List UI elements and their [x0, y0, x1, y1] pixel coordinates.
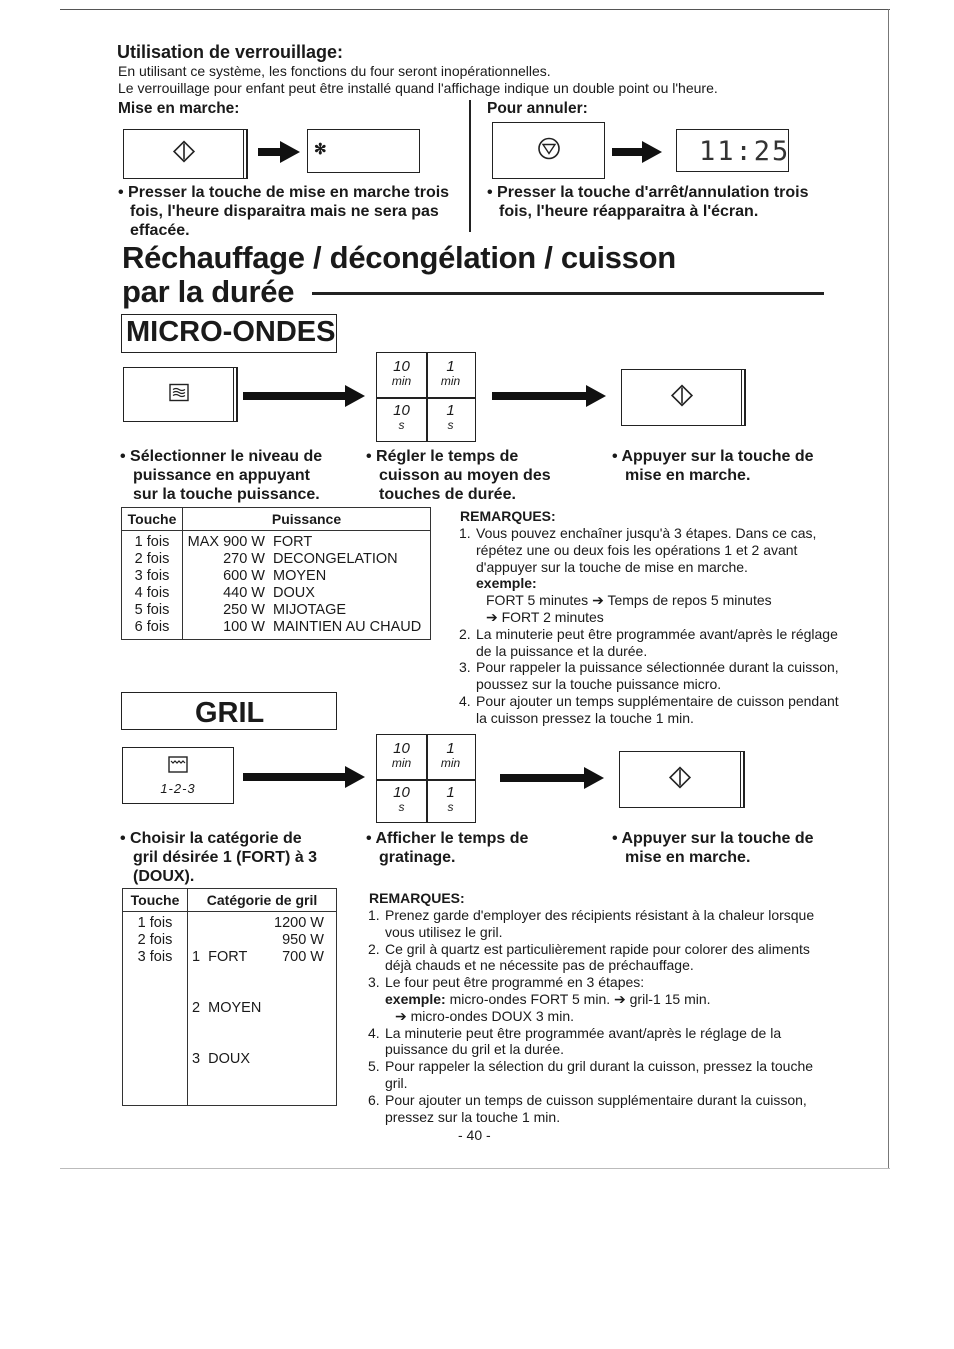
- start-instructions: • Presser la touche de mise en marche trois fois, l'heure disparaitra mais ne sera pas effacée.: [118, 184, 450, 239]
- gril-remarks-title: REMARQUES:: [369, 890, 465, 906]
- gril-remarks-list: [368, 907, 830, 1125]
- arrow-micro-2: [492, 392, 588, 400]
- gril-section-label: GRIL: [121, 692, 337, 730]
- gril-start-button[interactable]: [619, 751, 741, 808]
- power-table-values: MAX 900 W 270 W 600 W 440 W 250 W 100 W FORT DECONGELATION MOYEN DOUX MIJOTAGE MAINTIEN AU CHAUD: [183, 531, 431, 640]
- lock-divider: [469, 100, 471, 232]
- main-title-line-2: par la durée: [122, 274, 295, 309]
- gril-remark-4: 4. La minuterie peut être programmée avant/après le réglage de la puissance du gril et la durée.: [368, 1024, 782, 1058]
- key-10min[interactable]: 10 min: [391, 358, 412, 388]
- cancel-label: Pour annuler:: [487, 100, 588, 117]
- micro-remark-2: 2. La minuterie peut être programmée avant/après le réglage de la puissance et la durée.: [459, 625, 838, 659]
- gril-button-label: 1-2-3: [160, 781, 196, 796]
- main-title-line-1: Réchauffage / décongélation / cuisson: [122, 240, 676, 275]
- micro-step-1: • Sélectionner le niveau de puissance en appuyant sur la touche puissance.: [120, 448, 323, 503]
- gril-table-values: 1 FORT 2 MOYEN 3 DOUX 1200 W 950 W 700 W: [188, 912, 337, 1106]
- key-1min[interactable]: 1 min: [440, 358, 461, 388]
- arrow-lock-cancel: [612, 148, 644, 156]
- lock-display: [307, 129, 420, 173]
- gril-table-col-categorie: Catégorie de gril: [188, 889, 337, 912]
- start-diamond-icon: [622, 382, 741, 413]
- gril-remark-3: 3. Le four peut être programmé en 3 étapes: exemple: micro-ondes FORT 5 min. ➔ gril-1 15 min. ➔ micro-ondes DOUX 3 min.: [368, 974, 711, 1024]
- gril-remark-5: 5. Pour rappeler la sélection du gril durant la cuisson, pressez la touche gril.: [368, 1058, 814, 1091]
- gril-table: [122, 888, 337, 1106]
- power-table-col-puissance: Puissance: [183, 508, 431, 531]
- key-10s[interactable]: 10 s: [393, 402, 410, 432]
- page-number: - 40 -: [458, 1127, 491, 1143]
- clock-readout: 11:25: [699, 136, 791, 167]
- key-10s[interactable]: 10 s: [393, 783, 410, 814]
- micro-remarks-list: [459, 525, 839, 727]
- gril-remark-1: 1. Prenez garde d'employer des récipients résistant à la chaleur lorsque vous utilisez le gril.: [368, 907, 815, 940]
- arrow-gril-1: [243, 773, 347, 781]
- title-underline: [312, 292, 824, 295]
- power-table: [121, 507, 431, 640]
- lock-line-1: En utilisant ce système, les fonctions du four seront inopérationnelles.: [118, 63, 551, 79]
- arrow-gril-2: [500, 774, 586, 782]
- stop-button[interactable]: [492, 122, 605, 179]
- gril-table-touches: 1 fois 2 fois 3 fois: [123, 912, 188, 1106]
- start-diamond-icon: [124, 139, 243, 170]
- power-button[interactable]: [123, 367, 234, 422]
- start-button[interactable]: [123, 129, 244, 179]
- grill-element-icon: [168, 756, 188, 778]
- gril-step-1: • Choisir la catégorie de gril désirée 1 (FORT) à 3 (DOUX).: [120, 830, 318, 885]
- gril-table-col-touche: Touche: [123, 889, 188, 912]
- gril-step-2: • Afficher le temps de gratinage.: [366, 830, 529, 866]
- bottom-rule: [60, 1168, 890, 1169]
- gril-step-3: • Appuyer sur la touche de mise en marche.: [612, 830, 814, 866]
- key-10min[interactable]: 10 min: [391, 740, 412, 770]
- micro-remark-4: 4. Pour ajouter un temps supplémentaire de cuisson pendant la cuisson pressez la touche 1 min.: [459, 692, 839, 726]
- power-table-touches: 1 fois 2 fois 3 fois 4 fois 5 fois 6 fois: [122, 531, 183, 640]
- arrow-lock-start: [258, 148, 282, 156]
- gril-timer-keys[interactable]: [376, 734, 476, 823]
- gril-remark-6: 6. Pour ajouter un temps de cuisson supplémentaire durant la cuisson, pressez sur la touche 1 min.: [368, 1091, 807, 1125]
- right-rule: [888, 9, 889, 1169]
- micro-timer-keys[interactable]: [376, 352, 476, 442]
- micro-remarks-title: REMARQUES:: [460, 508, 556, 524]
- arrow-micro-1: [243, 392, 347, 400]
- micro-section-label: MICRO-ONDES: [121, 314, 337, 353]
- power-table-col-touche: Touche: [122, 508, 183, 531]
- micro-step-2: • Régler le temps de cuisson au moyen des touches de durée.: [366, 448, 551, 503]
- start-diamond-icon: [620, 764, 740, 795]
- lock-line-2: Le verrouillage pour enfant peut être installé quand l'affichage indique un double point ou l'heure.: [118, 80, 718, 96]
- clock-display: [676, 129, 789, 172]
- cancel-instructions: • Presser la touche d'arrêt/annulation trois fois, l'heure réapparaitra à l'écran.: [487, 184, 809, 220]
- lock-title: Utilisation de verrouillage:: [117, 42, 344, 62]
- lock-star-icon: ✻: [314, 141, 327, 158]
- top-rule: [60, 9, 890, 10]
- gril-button[interactable]: [122, 747, 234, 804]
- start-label: Mise en marche:: [118, 100, 240, 117]
- gril-remark-2: 2. Ce gril à quartz est particulièrement rapide pour colorer des aliments déjà chauds et ne nécessite pas de préchauffage.: [368, 940, 810, 974]
- microwave-power-icon: [124, 383, 233, 406]
- key-1s[interactable]: 1 s: [446, 783, 455, 814]
- micro-step-3: • Appuyer sur la touche de mise en marche.: [612, 448, 814, 484]
- micro-remark-1: 1. Vous pouvez enchaîner jusqu'à 3 étapes. Dans ce cas, répétez une ou deux fois les opérations 1 et 2 avant d'appuyer sur la touche de mise en marche. exemple: FORT 5 minutes ➔ Temps de repos 5 minutes ➔ FORT 2 minutes: [459, 525, 817, 625]
- key-1s[interactable]: 1 s: [446, 402, 455, 432]
- stop-circle-icon: [493, 136, 604, 165]
- key-1min[interactable]: 1 min: [440, 740, 461, 770]
- micro-remark-3: 3. Pour rappeler la puissance sélectionnée durant la cuisson, poussez sur la touche puissance micro.: [459, 659, 839, 693]
- micro-start-button[interactable]: [621, 369, 742, 426]
